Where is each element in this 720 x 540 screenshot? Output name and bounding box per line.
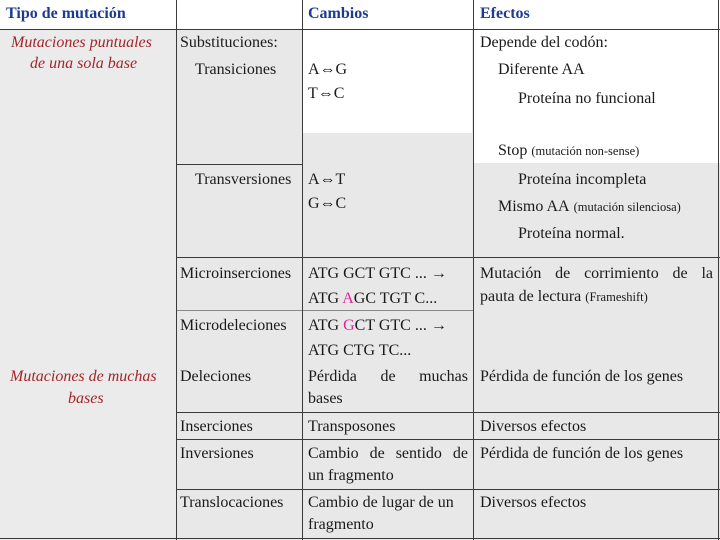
divider [302, 0, 303, 540]
change-microdeleciones-2: ATG CTG TC... [308, 342, 412, 359]
effect-normal: Proteína normal. [518, 225, 625, 242]
word: Mutación [480, 265, 542, 282]
change-microinserciones-2 [308, 290, 437, 308]
codon-text: ATG [308, 290, 343, 307]
header-type: Tipo de mutación [6, 5, 126, 22]
effect-diversos-1: Diversos efectos [480, 418, 587, 435]
row-deleciones: Deleciones [180, 368, 252, 385]
type-muchas-line1: Mutaciones de muchas [10, 368, 157, 385]
effect-diversos-2: Diversos efectos [480, 494, 587, 511]
type-muchas-line2: bases [68, 390, 104, 407]
word: sentido [395, 445, 442, 462]
divider [176, 439, 720, 440]
word: de [672, 265, 688, 282]
effect-corrimiento-2 [480, 288, 648, 306]
change-microdeleciones-1 [308, 317, 447, 335]
effect-perdida-1: Pérdida de función de los genes [480, 368, 684, 385]
divider [473, 0, 474, 540]
effect-incompleta: Proteína incompleta [518, 171, 647, 188]
change-transversiones-1: A⇔T [308, 171, 346, 188]
codon-text: GC TGT C... [353, 290, 438, 307]
effect-corrimiento-1 [480, 265, 713, 283]
effect-no-funcional: Proteína no funcional [518, 90, 656, 107]
row-microdeleciones: Microdeleciones [180, 317, 287, 334]
inserted-base: A [342, 290, 354, 307]
row-inversiones: Inversiones [180, 445, 254, 462]
divider [176, 0, 177, 540]
header-changes: Cambios [308, 5, 369, 22]
frameshift-note: (Frameshift) [585, 290, 648, 304]
deleted-base: G [343, 317, 355, 334]
word: muchas [419, 368, 468, 385]
type-column-bg [0, 29, 176, 540]
change-inversiones-2: un fragmento [308, 467, 394, 484]
divider [718, 0, 719, 540]
word: Cambio [308, 445, 359, 462]
row-translocaciones: Translocaciones [180, 494, 284, 511]
type-puntuales-line1: Mutaciones puntuales [11, 34, 152, 51]
change-deleciones-1 [308, 368, 468, 386]
change-deleciones-2: bases [308, 390, 343, 407]
word: de [380, 368, 396, 385]
effect-perdida-2: Pérdida de función de los genes [480, 445, 684, 462]
divider [176, 164, 302, 165]
codon-text: ATG [308, 317, 344, 334]
effect-diferente: Diferente AA [498, 61, 585, 78]
mismo-label: Mismo AA [498, 198, 570, 215]
word: de [369, 445, 385, 462]
change-translocaciones-2: fragmento [308, 516, 374, 533]
corrimiento-label: pauta de lectura [480, 288, 582, 305]
effect-mismo [498, 198, 681, 216]
row-transversiones: Transversiones [195, 171, 292, 188]
row-inserciones: Inserciones [180, 418, 253, 435]
word: de [555, 265, 571, 282]
change-transiciones-2: T⇔C [308, 85, 345, 102]
word: la [701, 265, 713, 282]
divider [176, 310, 473, 311]
change-inversiones-1 [308, 445, 468, 463]
changes-cell-light [302, 29, 472, 133]
row-substituciones: Substituciones: [180, 34, 278, 51]
row-microinserciones: Microinserciones [180, 265, 292, 282]
stop-note: (mutación non-sense) [531, 144, 640, 158]
change-inserciones: Transposones [308, 418, 396, 435]
divider [0, 538, 720, 539]
header-effects: Efectos [480, 5, 530, 22]
divider [176, 257, 720, 258]
word: Pérdida [308, 368, 357, 385]
change-transiciones-1: A⇔G [308, 61, 348, 78]
word: corrimiento [584, 265, 659, 282]
row-transiciones: Transiciones [195, 61, 277, 78]
effect-depende: Depende del codón: [480, 34, 608, 51]
stop-label: Stop [498, 142, 528, 159]
change-translocaciones-1: Cambio de lugar de un [308, 494, 454, 511]
divider [176, 489, 720, 490]
change-transversiones-2: G⇔C [308, 195, 347, 212]
effect-stop [498, 142, 639, 160]
codon-text: CT GTC ... → [354, 317, 447, 334]
change-microinserciones-1: ATG GCT GTC ... → [308, 265, 447, 282]
divider [0, 29, 720, 30]
type-puntuales-line2: de una sola base [30, 55, 138, 72]
word: de [452, 445, 468, 462]
divider [176, 412, 720, 413]
mismo-note: (mutación silenciosa) [573, 200, 681, 214]
